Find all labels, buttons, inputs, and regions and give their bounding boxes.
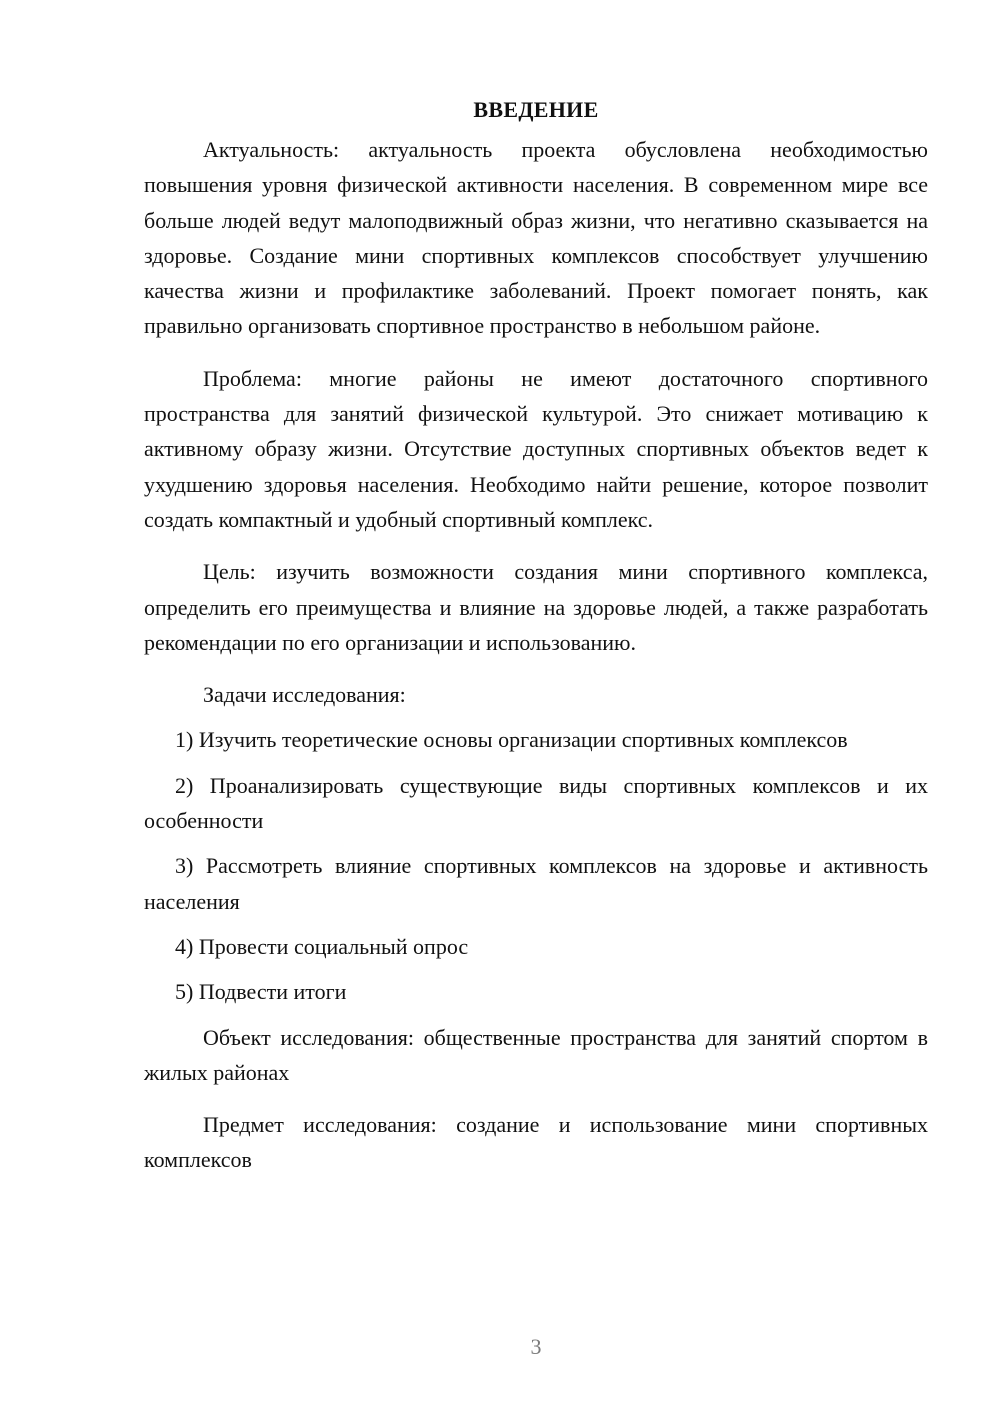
- list-item: 5) Подвести итоги: [175, 979, 347, 1005]
- tasks-list: [144, 722, 928, 1009]
- tasks-heading: Задачи исследования:: [203, 682, 406, 708]
- paragraph-goal: Цель: изучить возможности создания мини спортивного комплекса, определить его преимущества и влияние на здоровье людей, а также разработать рекомендации по его организации и использованию.: [144, 559, 928, 655]
- page-number: 3: [530, 1334, 542, 1359]
- paragraph-problem: Проблема: многие районы не имеют достаточного спортивного пространства для занятий физической культурой. Это снижает мотивацию к активному образу жизни. Отсутствие доступных спортивных объектов ведет к ухудшению здоровья населения. Необходимо найти решение, которое позволит создать компактный и удобный спортивный комплекс.: [144, 365, 928, 532]
- paragraph-object: Объект исследования: общественные пространства для занятий спортом в жилых районах: [144, 1024, 928, 1085]
- list-item: 2) Проанализировать существующие виды спортивных комплексов и их особенности: [144, 772, 928, 834]
- paragraph-subject: Предмет исследования: создание и использование мини спортивных комплексов: [144, 1112, 928, 1173]
- list-item: 4) Провести социальный опрос: [175, 933, 469, 959]
- page-content: [144, 92, 928, 1195]
- paragraph-relevance: Актуальность: актуальность проекта обусловлена необходимостью повышения уровня физической активности населения. В современном мире все больше людей ведут малоподвижный образ жизни, что негативно сказывается на здоровье. Создание мини спортивных комплексов способствует улучшению качества жизни и профилактике заболеваний. Проект помогает понять, как правильно организовать спортивное пространство в небольшом районе.: [144, 137, 928, 339]
- list-item: 3) Рассмотреть влияние спортивных комплексов на здоровье и активность населения: [144, 853, 928, 914]
- list-item: 1) Изучить теоретические основы организации спортивных комплексов: [175, 727, 848, 753]
- section-title: ВВЕДЕНИЕ: [473, 97, 599, 122]
